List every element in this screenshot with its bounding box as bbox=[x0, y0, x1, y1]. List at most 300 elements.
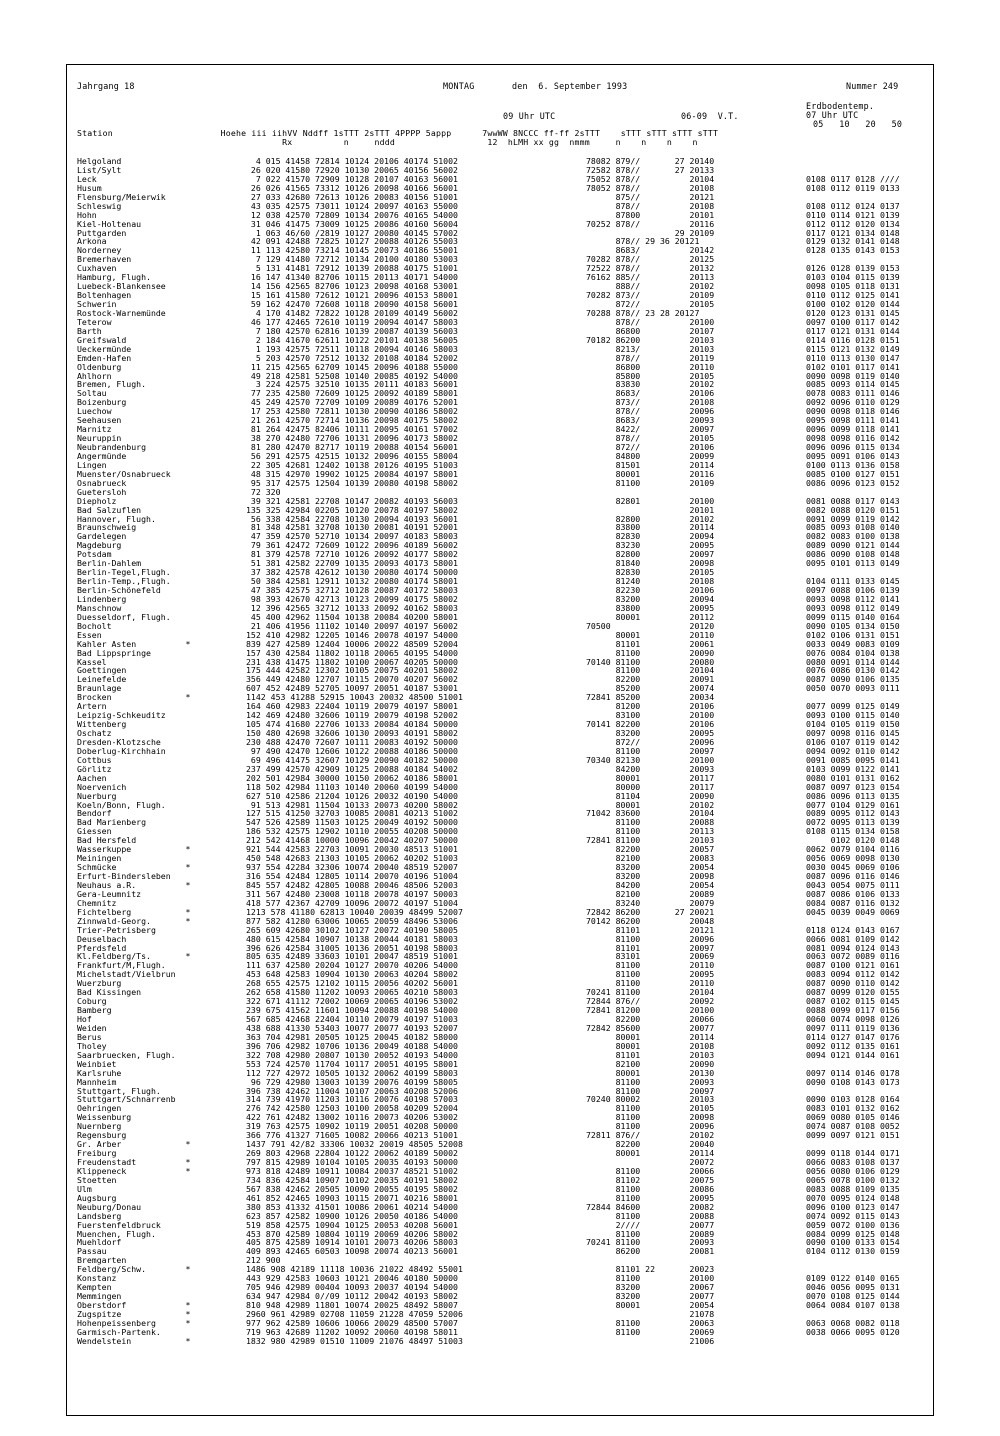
station-name: Duesseldorf, Flugh. bbox=[77, 611, 171, 622]
ww-values: 83101 20069 bbox=[586, 951, 715, 962]
soil-temp-values: 0045 0039 0049 0069 bbox=[806, 906, 900, 917]
station-name: Hof bbox=[77, 1014, 92, 1024]
station-name: Schwerin bbox=[77, 299, 117, 309]
ww-values: 81100 20095 bbox=[586, 969, 715, 980]
station-name: Pferdsfeld bbox=[77, 942, 127, 953]
station-name: Braunschweig bbox=[77, 522, 137, 533]
station-name: Chemnitz bbox=[77, 897, 117, 908]
station-name: Memmingen bbox=[77, 1291, 122, 1302]
synop-values: 634 947 42984 0//09 10112 20042 40193 58002 bbox=[246, 1291, 458, 1302]
ww-values: 80001 20108 bbox=[586, 1040, 715, 1051]
soil-temp-values: 0066 0081 0109 0142 bbox=[806, 933, 900, 944]
ww-values: 80001 20054 bbox=[586, 1300, 715, 1310]
synop-values: 231 438 41475 11802 10100 20067 40205 50000 bbox=[246, 656, 458, 667]
station-name: Passau bbox=[77, 1246, 107, 1257]
ww-values: 81100 20093 bbox=[586, 1076, 715, 1087]
soil-temp-values: 0102 0120 0148 bbox=[806, 835, 900, 846]
soil-temp-values: 0087 0099 0120 0155 bbox=[806, 987, 900, 998]
synop-values: 7 022 41570 72909 10128 20107 40163 56001 bbox=[246, 173, 458, 184]
soil-temp-values: 0108 0112 0119 0133 bbox=[806, 182, 900, 193]
ww-values: 81100 20098 bbox=[586, 1112, 715, 1123]
synop-values: 734 836 42584 10907 10102 20035 40191 58002 bbox=[246, 1174, 458, 1185]
synop-values: 7 129 41480 72712 10134 20100 40180 53003 bbox=[246, 254, 458, 265]
synop-values: 269 803 42968 22804 10122 20062 40189 50002 bbox=[246, 1148, 458, 1159]
station-name: Bremen, Flugh. bbox=[77, 379, 147, 390]
station-name: Bad Kissingen bbox=[77, 987, 142, 998]
soil-temp-values: 0097 0088 0106 0139 bbox=[806, 585, 900, 595]
synop-values: 112 727 42972 10505 10132 20062 40199 58003 bbox=[246, 1067, 458, 1078]
station-name: Hohn bbox=[77, 209, 97, 220]
ww-values: 81100 20086 bbox=[586, 1183, 715, 1194]
station-name: Bad Salzuflen bbox=[77, 504, 142, 515]
ww-values: 80001 20114 bbox=[586, 1148, 715, 1159]
ww-values: 81240 20108 bbox=[586, 576, 715, 587]
synop-values: 47 385 42575 32712 10128 20087 40172 58003 bbox=[246, 585, 458, 595]
station-name: Wendelstein * bbox=[77, 1335, 191, 1346]
ww-values: 72522 878// 20132 bbox=[586, 263, 715, 274]
station-name: Mannheim bbox=[77, 1076, 117, 1087]
station-name: Bocholt bbox=[77, 620, 112, 631]
ww-values: 81100 20090 bbox=[586, 647, 715, 658]
station-name: Hamburg, Flugh. bbox=[77, 272, 151, 283]
station-name: Gera-Leumnitz bbox=[77, 888, 142, 899]
ww-values: 81100 20113 bbox=[586, 826, 715, 837]
ww-values: 86800 20110 bbox=[586, 361, 715, 372]
synop-values: 31 046 41475 73009 10125 20086 40160 56004 bbox=[246, 218, 458, 229]
synop-values: 547 526 42589 11503 10125 20049 40192 50000 bbox=[246, 817, 458, 828]
synop-values: 16 147 41340 82706 10115 20113 40171 54000 bbox=[246, 272, 458, 283]
soil-temp-values: 0129 0132 0141 0148 bbox=[806, 236, 900, 247]
ww-values: 80001 20112 bbox=[586, 611, 715, 622]
ww-values: 8683/ 20106 bbox=[586, 388, 715, 399]
station-name: Weiden bbox=[77, 1022, 107, 1033]
synop-values: 1213 578 41180 62813 10040 20039 48499 52007 bbox=[246, 906, 463, 917]
table-row bbox=[0, 1247, 1000, 1256]
station-name: Nuerburg bbox=[77, 790, 117, 801]
synop-values: 56 338 42584 22708 10130 20094 40193 56001 bbox=[246, 513, 458, 524]
soil-temp-values: 0085 0093 0108 0140 bbox=[806, 522, 900, 533]
ww-values: 8213/ 20103 bbox=[586, 343, 715, 354]
station-name: Luebeck-Blankensee bbox=[77, 281, 166, 292]
station-name: Neuhaus a.R. * bbox=[77, 879, 191, 890]
ww-values: 78082 879// 27 20140 bbox=[586, 156, 715, 166]
ww-values: 81100 20110 bbox=[586, 978, 715, 989]
station-name: Fichtelberg * bbox=[77, 906, 191, 917]
ww-values: 72841 81200 20100 bbox=[586, 1005, 715, 1016]
ww-values: 872// 20105 bbox=[586, 299, 715, 309]
synop-values: 2960 961 42989 02708 11059 21228 47059 52006 bbox=[246, 1308, 463, 1319]
ww-values: 872// 20096 bbox=[586, 736, 715, 747]
soil-temp-values: 0090 0108 0143 0173 bbox=[806, 1076, 900, 1087]
station-name: Stuttgart, Flugh. bbox=[77, 1085, 161, 1096]
station-name: Rostock-Warnemünde bbox=[77, 307, 166, 318]
ww-values: 70252 878// 20116 bbox=[586, 218, 715, 229]
soil-temp-values: 0062 0079 0104 0116 bbox=[806, 844, 900, 855]
soil-temp-values: 0050 0070 0093 0111 bbox=[806, 683, 900, 694]
synop-values: 311 567 42480 23008 10118 20078 40197 50003 bbox=[246, 888, 458, 899]
ww-values: 70241 81100 20104 bbox=[586, 987, 715, 998]
station-name: Diepholz bbox=[77, 495, 117, 506]
synop-values: 567 685 42468 22404 10110 20079 40197 51003 bbox=[246, 1014, 458, 1024]
station-name: Landsberg bbox=[77, 1210, 122, 1221]
ww-values: 85800 20105 bbox=[586, 370, 715, 381]
station-name: Muenster/Osnabrueck bbox=[77, 468, 171, 479]
synop-values: 97 490 42470 12606 10122 20088 40186 50000 bbox=[246, 745, 458, 756]
ww-values: 81101 20121 bbox=[586, 924, 715, 935]
synop-values: 59 162 42470 72608 10118 20090 40158 56001 bbox=[246, 299, 458, 309]
synop-values: 47 359 42570 52710 10134 20097 40183 58003 bbox=[246, 531, 458, 542]
station-name: Karlsruhe bbox=[77, 1067, 122, 1078]
soil-temp-values: 0085 0100 0127 0151 bbox=[806, 468, 900, 479]
soil-temp-values: 0097 0111 0119 0136 bbox=[806, 1022, 900, 1033]
station-name: Cuxhaven bbox=[77, 263, 117, 274]
ww-values: 84200 20054 bbox=[586, 879, 715, 890]
soil-temp-values: 0114 0127 0147 0176 bbox=[806, 1031, 900, 1042]
station-name: Freiburg bbox=[77, 1148, 117, 1159]
station-name: Flensburg/Meierwik bbox=[77, 191, 166, 202]
station-name: Schleswig bbox=[77, 200, 122, 211]
synop-values: 202 501 42984 30000 10150 20062 40186 58001 bbox=[246, 772, 458, 783]
station-name: Seehausen bbox=[77, 415, 122, 426]
table-row bbox=[0, 157, 1000, 166]
column-header-line2: Rx n nddd 12 hLMH xx gg nmmm n n n n bbox=[77, 137, 698, 147]
column-header-line1: Station Hoehe iii iihVV Nddff 1sTTT 2sTTT 4PPPP 5appp 7wwWW 8NCCC ff-ff 2sTTT sTTT sTTT sTTT sTTT bbox=[77, 128, 719, 138]
soil-temp-values: 0093 0098 0112 0141 bbox=[806, 593, 900, 604]
synop-values: 56 291 42575 42515 10132 20096 40155 58004 bbox=[246, 450, 458, 461]
station-name: Berlin-Tegel,Flugh. bbox=[77, 567, 171, 578]
soil-temp-values: 0100 0102 0120 0144 bbox=[806, 299, 900, 309]
ww-values: 81100 20088 bbox=[586, 1210, 715, 1221]
soil-temp-values: 0096 0100 0123 0147 bbox=[806, 1201, 900, 1212]
synop-values: 797 815 42989 10104 10105 20035 40193 50000 bbox=[246, 1157, 458, 1167]
station-name: Luechow bbox=[77, 406, 112, 417]
ww-values: 72842 86200 27 20021 bbox=[586, 906, 715, 917]
ww-values: 70142 86200 20048 bbox=[586, 915, 715, 926]
synop-values: 921 544 42583 22703 10091 20030 48513 51001 bbox=[246, 844, 458, 855]
station-name: Brocken * bbox=[77, 692, 191, 703]
soil-temp-values: 0093 0098 0112 0149 bbox=[806, 602, 900, 613]
synop-values: 265 609 42680 30102 10127 20072 40190 58005 bbox=[246, 924, 458, 935]
soil-temp-values: 0088 0099 0117 0156 bbox=[806, 1005, 900, 1016]
ww-values: 83200 20098 bbox=[586, 871, 715, 881]
station-name: Stoetten bbox=[77, 1174, 117, 1185]
synop-values: 135 325 42984 02205 10120 20078 40197 58002 bbox=[246, 504, 458, 515]
synop-values: 111 637 42580 20204 10127 20070 40206 54000 bbox=[246, 960, 458, 971]
ww-values: 70282 878// 20125 bbox=[586, 254, 715, 265]
synop-values: 453 648 42583 10904 10130 20063 40204 58002 bbox=[246, 969, 458, 980]
station-name: Helgoland bbox=[77, 156, 122, 166]
ww-values: 85200 20074 bbox=[586, 683, 715, 694]
station-name: Ulm bbox=[77, 1183, 92, 1194]
station-name: Görlitz bbox=[77, 763, 112, 774]
station-name: Regensburg bbox=[77, 1130, 127, 1141]
synop-values: 11 113 42580 73214 10145 20073 40186 55001 bbox=[246, 245, 458, 256]
synop-values: 42 091 42488 72825 10127 20088 40126 55003 bbox=[246, 236, 458, 247]
synop-values: 607 452 42489 52705 10097 20051 40187 53001 bbox=[246, 683, 458, 694]
soil-temp-values: 0081 0094 0124 0143 bbox=[806, 942, 900, 953]
station-name: Soltau bbox=[77, 388, 107, 399]
ww-values: 82200 20040 bbox=[586, 1139, 715, 1150]
synop-values: 805 635 42489 33603 10101 20047 48519 51001 bbox=[246, 951, 458, 962]
ww-values: 83200 20067 bbox=[586, 1282, 715, 1293]
synop-values: 81 264 42475 82406 10111 20095 40161 57002 bbox=[246, 424, 458, 435]
soil-temp-values: 0077 0099 0125 0149 bbox=[806, 701, 900, 712]
station-name: Arkona bbox=[77, 236, 107, 247]
soil-temp-values: 0108 0112 0124 0137 bbox=[806, 200, 900, 211]
ww-values: 82100 20083 bbox=[586, 853, 715, 864]
ww-values: 82100 20089 bbox=[586, 888, 715, 899]
synop-values: 230 488 42470 72607 10111 20083 40192 50000 bbox=[246, 736, 458, 747]
soil-temp-values: 0074 0092 0115 0143 bbox=[806, 1210, 900, 1221]
ww-values: 81100 20066 bbox=[586, 1165, 715, 1176]
ww-values: 878// 20096 bbox=[586, 406, 715, 417]
ww-values: 8683/ 20093 bbox=[586, 415, 715, 426]
synop-values: 98 393 42670 42713 10123 20099 40175 58002 bbox=[246, 593, 458, 604]
synop-values: 1832 980 42989 01510 11009 21076 48497 51003 bbox=[246, 1335, 463, 1346]
station-name: Leck bbox=[77, 173, 97, 184]
ww-values: 84200 20093 bbox=[586, 763, 715, 774]
synop-values: 96 729 42980 13003 10139 20076 40199 58005 bbox=[246, 1076, 458, 1087]
station-name: Berus bbox=[77, 1031, 102, 1042]
soil-temp-values: 0098 0105 0118 0131 bbox=[806, 281, 900, 292]
soil-temp-values: 0064 0084 0107 0138 bbox=[806, 1300, 900, 1310]
soil-temp-values: 0103 0099 0122 0141 bbox=[806, 763, 900, 774]
synop-values: 356 449 42480 12707 10115 20070 40207 56002 bbox=[246, 674, 458, 685]
soil-temp-values: 0046 0056 0095 0131 bbox=[806, 1282, 900, 1293]
station-name: Lingen bbox=[77, 459, 107, 470]
synop-values: 1142 453 41288 52915 10043 20032 48500 51001 bbox=[246, 692, 463, 703]
ww-values: 21006 bbox=[586, 1335, 715, 1346]
synop-values: 567 838 42462 20505 10090 20055 40195 58002 bbox=[246, 1183, 458, 1194]
soil-temp-values: 0092 0096 0110 0129 bbox=[806, 397, 900, 408]
station-name: Norderney bbox=[77, 245, 122, 256]
synop-values: 48 315 42970 19902 10125 20084 40197 58001 bbox=[246, 468, 458, 479]
soil-temp-values: 0110 0113 0130 0147 bbox=[806, 352, 900, 363]
ww-values: 81100 20109 bbox=[586, 477, 715, 488]
soil-temp-values: 0076 0084 0104 0138 bbox=[806, 647, 900, 658]
soil-temp-values: 0126 0128 0139 0153 bbox=[806, 263, 900, 274]
soil-temp-values: 0090 0100 0133 0154 bbox=[806, 1237, 900, 1248]
ww-values: 81100 20069 bbox=[586, 1326, 715, 1337]
ww-values: 82200 20091 bbox=[586, 674, 715, 685]
station-name: Marnitz bbox=[77, 424, 112, 435]
synop-values: 977 962 42589 10606 10066 20029 48500 57007 bbox=[246, 1317, 458, 1328]
soil-temp-values: 0090 0103 0128 0164 bbox=[806, 1094, 900, 1105]
soil-temp-values: 0080 0091 0114 0144 bbox=[806, 656, 900, 667]
synop-values: 2 184 41670 62611 10122 20101 40138 56005 bbox=[246, 334, 458, 345]
soil-temp-values: 0084 0087 0116 0132 bbox=[806, 897, 900, 908]
soil-temp-values: 0089 0090 0121 0144 bbox=[806, 540, 900, 551]
station-name: List/Sylt bbox=[77, 164, 122, 175]
station-name: Freudenstadt * bbox=[77, 1157, 191, 1167]
ww-values: 81100 20063 bbox=[586, 1317, 715, 1328]
ww-values: 82800 20102 bbox=[586, 513, 715, 524]
station-name: Greifswald bbox=[77, 334, 127, 345]
ww-values: 83200 20095 bbox=[586, 728, 715, 738]
soil-temp-values: 0094 0092 0110 0142 bbox=[806, 745, 900, 756]
soil-temp-values: 0117 0121 0134 0148 bbox=[806, 227, 900, 238]
synop-values: 81 379 42578 72710 10126 20092 40177 58002 bbox=[246, 549, 458, 560]
soil-temp-values: 0033 0049 0083 0109 bbox=[806, 638, 900, 649]
soil-temp-values: 0070 0095 0124 0148 bbox=[806, 1192, 900, 1203]
station-name: Nuernberg bbox=[77, 1121, 122, 1132]
station-table bbox=[0, 157, 1000, 1346]
table-row bbox=[0, 1337, 1000, 1346]
station-name: Dresden-Klotzsche bbox=[77, 736, 161, 747]
soil-temp-values: 0056 0080 0106 0129 bbox=[806, 1165, 900, 1176]
soil-temp-values: 0090 0105 0134 0150 bbox=[806, 620, 900, 631]
soil-temp-values: 0063 0072 0089 0116 bbox=[806, 951, 900, 962]
station-name: Schmücke * bbox=[77, 862, 191, 873]
soil-temp-values: 0094 0121 0144 0161 bbox=[806, 1049, 900, 1060]
soil-temp-values: 0083 0088 0109 0135 bbox=[806, 1183, 900, 1194]
synop-values: 239 675 41562 11601 10094 20088 40198 54000 bbox=[246, 1005, 458, 1016]
time-09-utc: 09 Uhr UTC bbox=[503, 111, 556, 121]
station-name: Kahler Asten * bbox=[77, 638, 191, 649]
synop-values: 7 180 42570 62816 10139 20087 40139 56003 bbox=[246, 325, 458, 336]
soil-temp-values: 0087 0100 0121 0161 bbox=[806, 960, 900, 971]
synop-values: 91 513 42981 11504 10133 20073 40200 58002 bbox=[246, 799, 458, 810]
ww-values: 83800 20114 bbox=[586, 522, 715, 533]
synop-values: 322 708 42980 20807 10130 20052 40193 54000 bbox=[246, 1049, 458, 1060]
synop-values: 49 218 42581 52508 10140 20085 40192 54000 bbox=[246, 370, 458, 381]
synop-values: 422 761 42482 13002 10116 20073 40206 53002 bbox=[246, 1112, 458, 1123]
soil-temp-values: 0104 0112 0130 0159 bbox=[806, 1246, 900, 1257]
ww-values: 8683/ 20142 bbox=[586, 245, 715, 256]
ww-values: 875// 20121 bbox=[586, 191, 715, 202]
ww-values: 878// 20119 bbox=[586, 352, 715, 363]
synop-values: 316 554 42484 12805 10114 20070 40196 51004 bbox=[246, 871, 458, 881]
soil-temp-values: 0087 0090 0106 0135 bbox=[806, 674, 900, 685]
station-name: Boizenburg bbox=[77, 397, 127, 408]
synop-values: 314 739 41970 11203 10116 20076 40198 57003 bbox=[246, 1094, 458, 1105]
ww-values: 78052 878// 20108 bbox=[586, 182, 715, 193]
station-name: Artern bbox=[77, 701, 107, 712]
soil-temp-values: 0108 0115 0134 0158 bbox=[806, 826, 900, 837]
synop-values: 405 875 42589 10914 10101 20073 40206 58003 bbox=[246, 1237, 458, 1248]
soil-temp-values: 0096 0096 0115 0134 bbox=[806, 442, 900, 452]
ww-values: 83200 20094 bbox=[586, 593, 715, 604]
ww-values: 71042 83600 20104 bbox=[586, 808, 715, 819]
station-name: Wittenberg bbox=[77, 719, 127, 730]
ww-values: 21078 bbox=[586, 1308, 715, 1319]
station-name: Magdeburg bbox=[77, 540, 122, 551]
synop-values: 11 215 42565 62709 10145 20096 40188 55000 bbox=[246, 361, 458, 372]
synop-values: 27 033 42680 72613 10126 20083 40156 51001 bbox=[246, 191, 458, 202]
station-name: Boltenhagen bbox=[77, 290, 132, 301]
ww-values: 76162 885// 20113 bbox=[586, 272, 715, 283]
soil-temp-values: 0083 0094 0112 0142 bbox=[806, 969, 900, 980]
synop-values: 81 280 42470 82717 10119 20088 40154 56001 bbox=[246, 442, 458, 452]
station-name: Leipzig-Schkeuditz bbox=[77, 710, 166, 721]
soil-temp-values: 0110 0112 0125 0141 bbox=[806, 290, 900, 301]
station-name: Ahlhorn bbox=[77, 370, 112, 381]
station-name: Augsburg bbox=[77, 1192, 117, 1203]
synop-values: 409 893 42465 60503 10098 20074 40213 56001 bbox=[246, 1246, 458, 1257]
day-label: MONTAG bbox=[443, 81, 475, 91]
synop-values: 3 224 42575 32510 10135 20111 40183 56001 bbox=[246, 379, 458, 390]
table-row bbox=[0, 1051, 1000, 1060]
station-name: Essen bbox=[77, 629, 102, 640]
soil-temp-values: 0087 0090 0110 0142 bbox=[806, 978, 900, 989]
station-name: Puttgarden bbox=[77, 227, 127, 238]
soil-temp-values: 0043 0054 0075 0111 bbox=[806, 879, 900, 890]
soil-temp-values: 0074 0087 0108 0052 bbox=[806, 1121, 900, 1132]
soil-temp-values: 0080 0101 0131 0162 bbox=[806, 772, 900, 783]
station-name: Klippeneck * bbox=[77, 1165, 191, 1176]
station-name: Teterow bbox=[77, 316, 112, 327]
synop-values: 396 626 42584 31005 10136 20051 40198 58003 bbox=[246, 942, 458, 953]
station-name: Neuburg/Donau bbox=[77, 1201, 142, 1212]
synop-values: 438 688 41330 53403 10077 20077 40193 52007 bbox=[246, 1022, 458, 1033]
soil-temp-values: 0090 0098 0118 0146 bbox=[806, 406, 900, 417]
synop-values: 14 156 42565 82706 10123 20098 40168 53001 bbox=[246, 281, 458, 292]
ww-values: 81840 20098 bbox=[586, 558, 715, 569]
station-name: Neuruppin bbox=[77, 433, 122, 444]
ww-values: 878// 20100 bbox=[586, 316, 715, 327]
synop-values: 142 469 42480 32606 10119 20079 40198 52002 bbox=[246, 710, 458, 721]
station-name: Meiningen bbox=[77, 853, 122, 864]
soil-temp-values: 0087 0102 0115 0145 bbox=[806, 996, 900, 1007]
soil-temp-values: 0109 0122 0140 0165 bbox=[806, 1273, 900, 1284]
soil-temp-values: 0102 0101 0117 0141 bbox=[806, 361, 900, 372]
soil-temp-values: 0095 0098 0111 0141 bbox=[806, 415, 900, 426]
soil-temp-values: 0076 0086 0130 0142 bbox=[806, 665, 900, 676]
ww-values: 70141 82200 20106 bbox=[586, 719, 715, 730]
synop-values: 39 321 42581 22708 10147 20082 40193 56003 bbox=[246, 495, 458, 506]
synop-values: 150 480 42698 32606 10130 20093 40191 58002 bbox=[246, 728, 458, 738]
ww-values: 81200 20106 bbox=[586, 701, 715, 712]
synop-values: 118 502 42984 11103 10140 20060 40199 54000 bbox=[246, 781, 458, 792]
synop-values: 152 410 42982 12205 10146 20078 40197 54000 bbox=[246, 629, 458, 640]
ww-values: 81100 20089 bbox=[586, 1228, 715, 1239]
synop-values: 38 270 42480 72706 10131 20096 40173 58002 bbox=[246, 433, 458, 444]
station-name: Muenchen, Flugh. bbox=[77, 1228, 156, 1239]
soil-temp-values: 0093 0100 0115 0140 bbox=[806, 710, 900, 721]
ww-values: 86200 20081 bbox=[586, 1246, 715, 1257]
station-name: Bremerhaven bbox=[77, 254, 132, 265]
ww-values: 81100 20097 bbox=[586, 1085, 715, 1096]
station-name: Osnabrueck bbox=[77, 477, 127, 488]
synop-values: 4 170 41482 72822 10128 20109 40149 56002 bbox=[246, 307, 458, 318]
ww-values: 75052 878// 20104 bbox=[586, 173, 715, 184]
synop-values: 79 361 42472 72609 10122 20096 40189 56002 bbox=[246, 540, 458, 551]
synop-values: 627 510 42586 21204 10126 20032 40190 54000 bbox=[246, 790, 458, 801]
time-06-09-vt: 06-09 V.T. bbox=[681, 111, 739, 121]
soil-temp-values: 0117 0121 0131 0144 bbox=[806, 325, 900, 336]
soil-temp-values: 0095 0091 0106 0143 bbox=[806, 450, 900, 461]
ww-values: 80001 20130 bbox=[586, 1067, 715, 1078]
issue-number: Nummer 249 bbox=[846, 81, 899, 91]
ww-values: 72844 84600 20082 bbox=[586, 1201, 715, 1212]
soil-temp-values: 0092 0112 0135 0161 bbox=[806, 1040, 900, 1051]
station-name: Oschatz bbox=[77, 728, 112, 738]
station-name: Wasserkuppe * bbox=[77, 844, 191, 855]
station-name: Zugspitze * bbox=[77, 1308, 191, 1319]
ww-values: 81100 20100 bbox=[586, 1273, 715, 1284]
ww-values: 81100 20110 bbox=[586, 960, 715, 971]
station-name: Giessen bbox=[77, 826, 112, 837]
station-name: Cottbus bbox=[77, 754, 112, 765]
synop-values: 450 548 42683 21303 10105 20062 40202 51003 bbox=[246, 853, 458, 864]
station-name: Oehringen bbox=[77, 1103, 122, 1114]
soil-temp-values: 0072 0095 0113 0139 bbox=[806, 817, 900, 828]
synop-values: 26 020 41580 72920 10130 20065 40156 56002 bbox=[246, 164, 458, 175]
ww-values: 87800 20101 bbox=[586, 209, 715, 220]
station-name: Muehldorf bbox=[77, 1237, 122, 1248]
synop-values: 186 532 42575 12902 10110 20055 40208 50000 bbox=[246, 826, 458, 837]
soil-temp-depths: 05 10 20 50 bbox=[813, 119, 903, 129]
